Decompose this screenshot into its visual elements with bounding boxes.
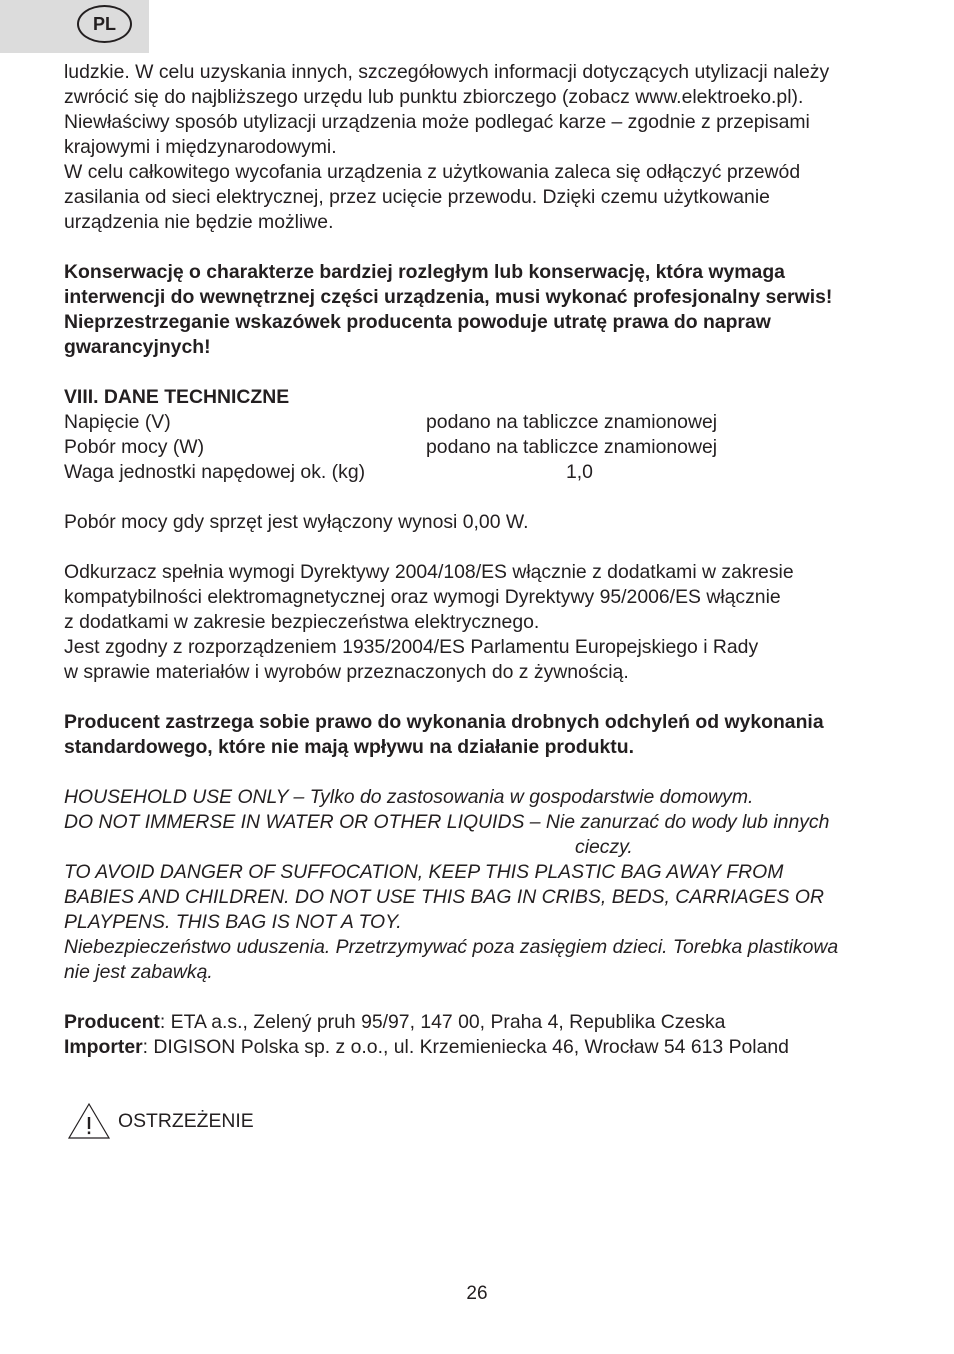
spec-row — [64, 460, 904, 485]
spec-value: podano na tabliczce znamionowej — [426, 436, 718, 458]
producer-note — [64, 710, 904, 760]
page-content — [64, 60, 904, 1060]
disposal-paragraph — [64, 60, 904, 235]
text-line: kompatybilności elektromagnetycznej oraz wymogi Dyrektywy 95/2006/ES włącznie — [64, 586, 781, 608]
directives-paragraph — [64, 560, 904, 685]
text-line: urządzenia nie będzie możliwe. — [64, 211, 334, 233]
warning-block — [67, 1102, 254, 1140]
text-line: ludzkie. W celu uzyskania innych, szczegółowych informacji dotyczących utylizacji należy — [64, 61, 830, 83]
text-line: cieczy. — [575, 836, 633, 858]
text-line: zwrócić się do najbliższego urzędu lub punktu zbiorczego (zobacz www.elektroeko.pl). — [64, 86, 804, 108]
spec-label: Waga jednostki napędowej ok. (kg) — [64, 461, 366, 483]
text-line: krajowymi i międzynarodowymi. — [64, 136, 337, 158]
text-line: BABIES AND CHILDREN. DO NOT USE THIS BAG IN CRIBS, BEDS, CARRIAGES OR — [64, 886, 824, 908]
producer-line — [64, 1010, 904, 1035]
spec-value: 1,0 — [566, 461, 593, 483]
spec-label: Pobór mocy (W) — [64, 436, 205, 458]
text-line: Niewłaściwy sposób utylizacji urządzenia może podlegać karze – zgodnie z przepisami — [64, 111, 810, 133]
importer-text: : DIGISON Polska sp. z o.o., ul. Krzemieniecka 46, Wrocław 54 613 Poland — [142, 1036, 789, 1058]
text-line: standardowego, które nie mają wpływu na działanie produktu. — [64, 736, 634, 758]
text-line: Jest zgodny z rozporządzeniem 1935/2004/ES Parlamentu Europejskiego i Rady — [64, 636, 759, 658]
language-badge: PL — [77, 5, 132, 43]
spec-row — [64, 410, 904, 435]
importer-line — [64, 1035, 904, 1060]
language-tab — [0, 0, 149, 53]
text-line: PLAYPENS. THIS BAG IS NOT A TOY. — [64, 911, 402, 933]
text-line: Nieprzestrzeganie wskazówek producenta powoduje utratę prawa do napraw — [64, 311, 771, 333]
spec-row — [64, 435, 904, 460]
warning-triangle-icon — [67, 1102, 111, 1140]
text-line: TO AVOID DANGER OF SUFFOCATION, KEEP THIS PLASTIC BAG AWAY FROM — [64, 861, 784, 883]
text-line: gwarancyjnych! — [64, 336, 211, 358]
text-line: HOUSEHOLD USE ONLY – Tylko do zastosowania w gospodarstwie domowym. — [64, 786, 754, 808]
section-heading: VIII. DANE TECHNICZNE — [64, 386, 290, 408]
text-line: Konserwację o charakterze bardziej rozległym lub konserwację, która wymaga — [64, 261, 785, 283]
text-line: DO NOT IMMERSE IN WATER OR OTHER LIQUIDS – Nie zanurzać do wody lub innych — [64, 811, 830, 833]
spec-table — [64, 410, 904, 485]
text-line: interwencji do wewnętrznej części urządzenia, musi wykonać profesjonalny serwis! — [64, 286, 833, 308]
service-warning — [64, 260, 904, 360]
producer-label: Producent — [64, 1011, 160, 1033]
text-line: w sprawie materiałów i wyrobów przeznaczonych do z żywnością. — [64, 661, 629, 683]
spec-value: podano na tabliczce znamionowej — [426, 411, 718, 433]
text-line: z dodatkami w zakresie bezpieczeństwa elektrycznego. — [64, 611, 540, 633]
page-number: 26 — [466, 1283, 488, 1304]
text-line: Odkurzacz spełnia wymogi Dyrektywy 2004/108/ES włącznie z dodatkami w zakresie — [64, 561, 794, 583]
producer-text: : ETA a.s., Zelený pruh 95/97, 147 00, Praha 4, Republika Czeska — [159, 1011, 726, 1033]
standby-power-text: Pobór mocy gdy sprzęt jest wyłączony wynosi 0,00 W. — [64, 511, 529, 533]
warning-label: OSTRZEŻENIE — [118, 1109, 254, 1132]
importer-label: Importer — [64, 1036, 143, 1058]
spec-label: Napięcie (V) — [64, 411, 171, 433]
text-line: W celu całkowitego wycofania urządzenia z użytkowania zaleca się odłączyć przewód — [64, 161, 801, 183]
safety-warnings — [64, 785, 904, 985]
text-line: nie jest zabawką. — [64, 961, 213, 983]
text-line: Producent zastrzega sobie prawo do wykonania drobnych odchyleń od wykonania — [64, 711, 824, 733]
text-line: zasilania od sieci elektrycznej, przez ucięcie przewodu. Dzięki czemu użytkowanie — [64, 186, 770, 208]
text-line: Niebezpieczeństwo uduszenia. Przetrzymywać poza zasięgiem dzieci. Torebka plastikowa — [64, 936, 839, 958]
